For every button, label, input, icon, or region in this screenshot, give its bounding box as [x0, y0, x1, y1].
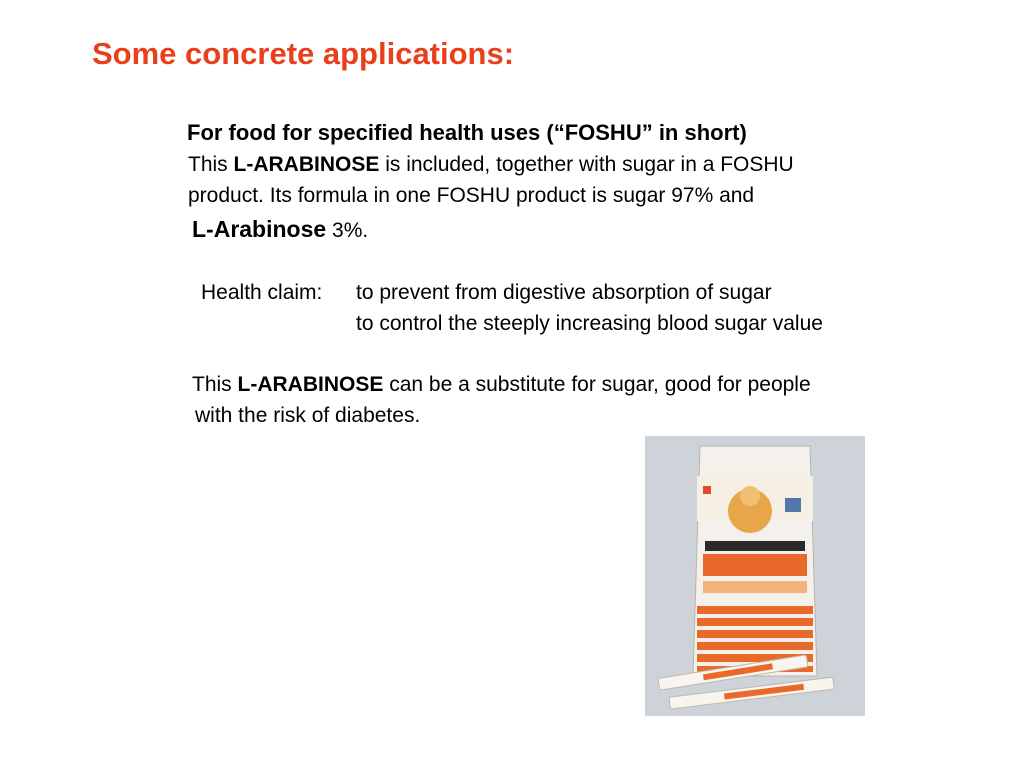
text: 3%. [326, 219, 369, 242]
text: can be a substitute for sugar, good for people [383, 373, 811, 396]
health-claim-2: to control the steeply increasing blood sugar value [356, 312, 823, 335]
product-photo [645, 436, 865, 716]
slide-title: Some concrete applications: [92, 36, 515, 71]
subheading: For food for specified health uses (“FOSHU” in short) [187, 120, 747, 145]
text: This [192, 373, 238, 396]
paragraph1-line3 [192, 216, 368, 243]
bold-term: L-Arabinose [192, 216, 327, 242]
text: This [188, 153, 234, 176]
paragraph1-line2: product. Its formula in one FOSHU product is sugar 97% and [188, 184, 755, 207]
paragraph1-line1 [188, 153, 794, 177]
text: is included, together with sugar in a FOSHU [379, 153, 794, 176]
health-claim-label: Health claim: [201, 281, 323, 304]
paragraph2-line1 [192, 373, 811, 397]
foshu-package-illustration [645, 436, 865, 716]
bold-term: L-ARABINOSE [237, 373, 384, 396]
bold-term: L-ARABINOSE [233, 153, 380, 176]
paragraph2-line2: with the risk of diabetes. [195, 404, 421, 427]
health-claim-1: to prevent from digestive absorption of sugar [356, 281, 772, 304]
